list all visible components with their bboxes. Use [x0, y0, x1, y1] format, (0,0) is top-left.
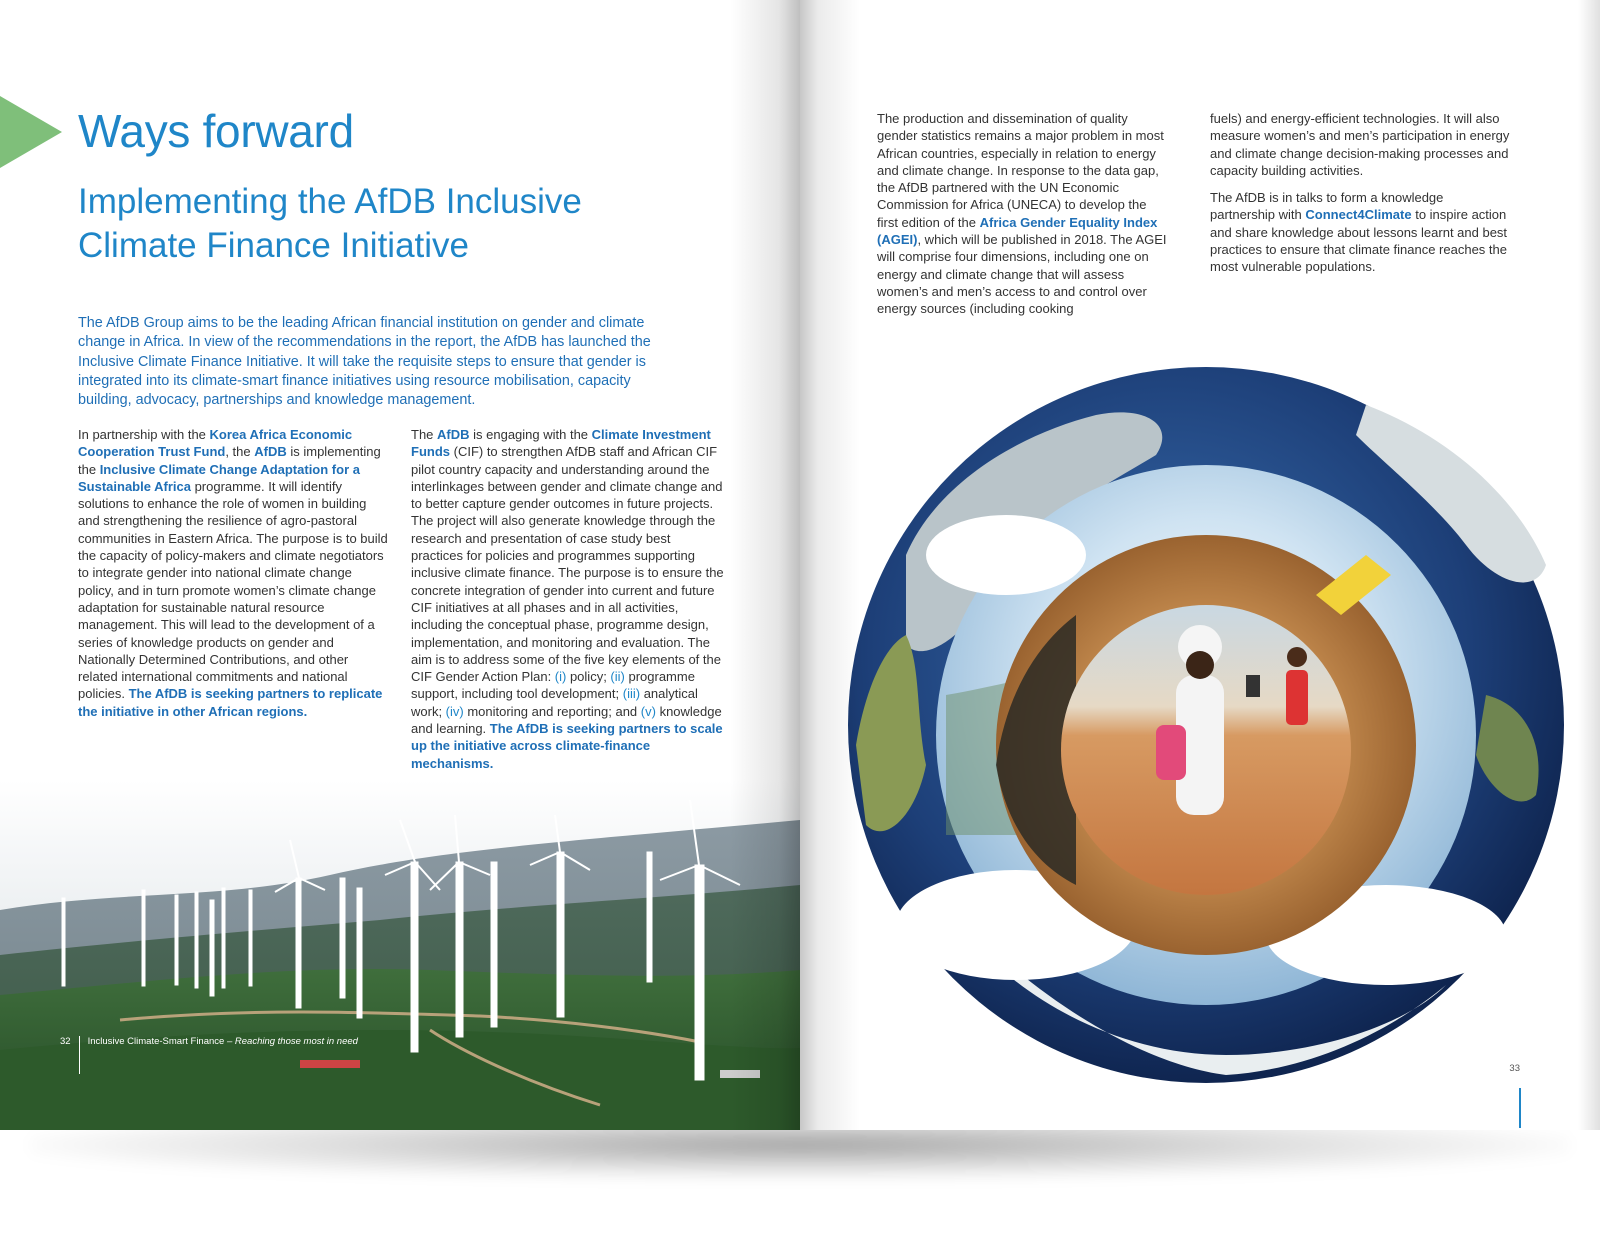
page-edge-shading — [1578, 0, 1600, 1130]
section-heading-line2: Climate Finance Initiative — [78, 226, 469, 265]
body-column-2: The AfDB is engaging with the Climate Investment Funds (CIF) to strengthen AfDB staff and African CIF pilot country capacity and understanding around the interlinkages between gender and climate change and to better capture gender outcomes in future projects. The project will also generate knowledge through the research and presentation of case study best practices for policies and programmes supporting inclusive climate finance. The purpose is to ensure the concrete integration of gender into current and future CIF initiatives at all phases and in all activities, including the conceptual phase, programme design, implementation, and monitoring and evaluation. The aim is to address some of the five key elements of the CIF Gender Action Plan: (i) policy; (ii) programme support, including tool development; (iii) analytical work; (iv) monitoring and reporting; and (v) knowledge and learning. The AfDB is seeking partners to scale up the initiative across climate-finance mechanisms. — [411, 427, 724, 771]
right-column-2-para-2: The AfDB is in talks to form a knowledge partnership with Connect4Climate to inspire action and share knowledge about lessons learnt and best practices to ensure that climate finance reaches the most vulnerable populations. — [1210, 190, 1508, 275]
connect4climate-name: Connect4Climate — [1305, 207, 1412, 223]
gutter-shading-right — [800, 0, 860, 1130]
agei-name: Africa Gender Equality Index (AGEI) — [877, 214, 1158, 248]
section-heading-line1: Implementing the AfDB Inclusive — [78, 182, 582, 221]
wind-farm-photo — [0, 780, 800, 1130]
section-heading — [78, 180, 718, 268]
right-page — [800, 0, 1600, 1130]
page-number-right: 33 — [1509, 1063, 1520, 1074]
running-title: Inclusive Climate-Smart Finance — [87, 1036, 225, 1047]
right-column-2 — [1210, 110, 1510, 286]
right-column-2-para-1: fuels) and energy-efficient technologies. It will also measure women’s and men’s participation in energy and climate change decision-making processes and capacity building activities. — [1210, 111, 1510, 178]
intro-paragraph: The AfDB Group aims to be the leading African financial institution on gender and climate change in Africa. In view of the recommendations in the report, the AfDB has launched the Inclusive Climate Finance Initiative. It will take the requisite steps to ensure that gender is integrated into its climate-smart finance initiatives using resource mobilisation, capacity building, advocacy, partnerships and knowledge management. — [78, 315, 651, 409]
cif-name: Climate Investment Funds — [411, 427, 711, 460]
gutter-shading-left — [730, 0, 800, 1130]
right-folio-bar — [1519, 1088, 1521, 1128]
body-column-1: In partnership with the Korea Africa Economic Cooperation Trust Fund, the AfDB is implementing the Inclusive Climate Change Adaptation for a Sustainable Africa programme. It will identify solutions to enhance the role of women in building and strengthening the resilience of agro-pastoral communities in Eastern Africa. The purpose is to build the capacity of policy-makers and climate negotiators to integrate gender into national climate change policy, and in turn promote women’s climate change adaptation for sustainable natural resource management. This will lead to the development of a series of knowledge products on gender and Nationally Determined Contributions, and other related international commitments and national policies. The AfDB is seeking partners to replicate the initiative in other African regions. — [78, 427, 388, 719]
left-page — [0, 0, 800, 1130]
left-footer — [60, 1036, 358, 1074]
call-to-action-1: The AfDB is seeking partners to replicate the initiative in other African regions. — [78, 686, 383, 719]
page-title: Ways forward — [78, 105, 354, 157]
green-arrow-marker — [0, 96, 62, 168]
globe-collage-image — [846, 365, 1566, 1085]
programme-name: Inclusive Climate Change Adaptation for a Sustainable Africa — [78, 461, 360, 494]
right-column-1: The production and dissemination of quality gender statistics remains a major problem in most African countries, especially in relation to energy and climate change. In response to the data gap, the AfDB partnered with the UN Economic Commission for Africa (UNECA) to develop the first edition of the Africa Gender Equality Index (AGEI), which will be published in 2018. The AGEI will comprise four dimensions, including one on energy and climate change that will assess women’s and men’s access to and control over energy sources (including cooking — [877, 111, 1167, 317]
call-to-action-2: The AfDB is seeking partners to scale up the initiative across climate-finance mechanisms. — [411, 721, 723, 771]
running-subtitle: – Reaching those most in need — [224, 1036, 358, 1047]
korea-fund-link: Korea Africa Economic Cooperation Trust Fund — [78, 427, 353, 460]
page-number-left: 32 — [60, 1036, 71, 1047]
